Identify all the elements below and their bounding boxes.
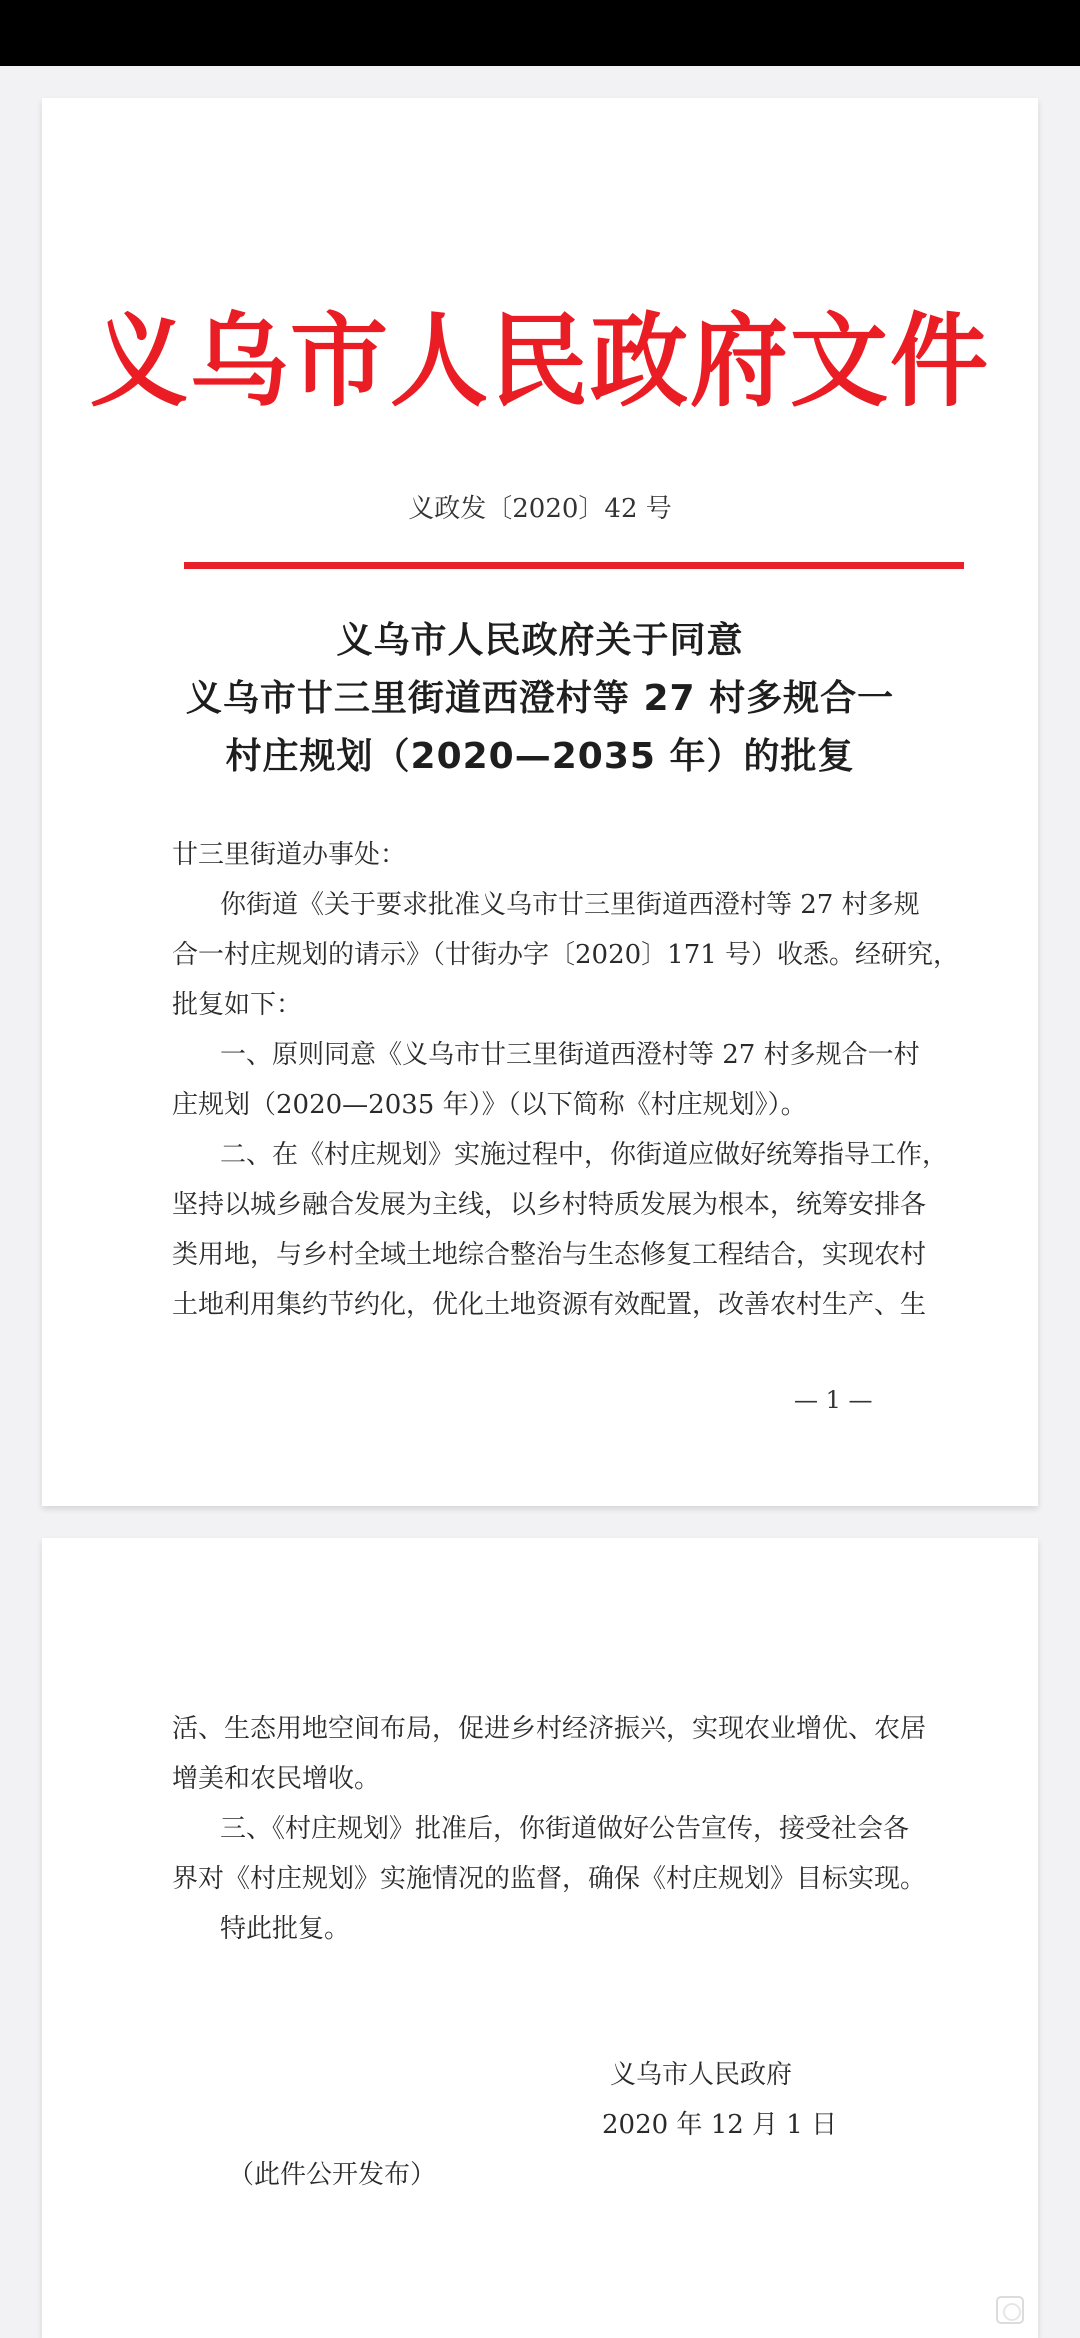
- body-paragraph-line: 批复如下：: [172, 990, 303, 1020]
- body-paragraph-line: 二、在《村庄规划》实施过程中，你街道应做好统筹指导工作，: [220, 1140, 949, 1170]
- document-header-title: 义乌市人民政府文件: [89, 302, 990, 422]
- status-bar: [0, 0, 1080, 66]
- body-paragraph-line: 一、原则同意《义乌市廿三里街道西澄村等 27 村多规合一村: [220, 1040, 920, 1070]
- page-number: — 1 —: [794, 1386, 873, 1414]
- watermark-icon: [996, 2296, 1024, 2324]
- body-paragraph-line: 活、生态用地空间布局，促进乡村经济振兴，实现农业增优、农居: [172, 1714, 927, 1744]
- document-page-2: [42, 1538, 1038, 2338]
- publication-note: （此件公开发布）: [228, 2160, 437, 2190]
- body-paragraph-line: 三、《村庄规划》批准后，你街道做好公告宣传，接受社会各: [220, 1814, 910, 1844]
- body-paragraph-line: 增美和农民增收。: [172, 1764, 381, 1794]
- body-paragraph-line: 你街道《关于要求批准义乌市廿三里街道西澄村等 27 村多规: [220, 890, 920, 920]
- document-number: 义政发〔2020〕42 号: [408, 494, 672, 524]
- document-page-1: [42, 98, 1038, 1506]
- body-paragraph-line: 坚持以城乡融合发展为主线，以乡村特质发展为根本，统筹安排各: [172, 1190, 927, 1220]
- red-divider-rule: [184, 562, 964, 569]
- body-paragraph-line: 合一村庄规划的请示》（廿街办字〔2020〕171 号）收悉。经研究，: [172, 940, 960, 970]
- document-title-line-1: 义乌市人民政府关于同意: [336, 620, 744, 661]
- document-title-line-3: 村庄规划（2020—2035 年）的批复: [225, 736, 855, 777]
- closing-phrase: 特此批复。: [220, 1914, 351, 1944]
- body-paragraph-line: 界对《村庄规划》实施情况的监督，确保《村庄规划》目标实现。: [172, 1864, 927, 1894]
- body-paragraph-line: 类用地，与乡村全域土地综合整治与生态修复工程结合，实现农村: [172, 1240, 927, 1270]
- body-paragraph-line: 庄规划（2020—2035 年）》（以下简称《村庄规划》）。: [172, 1090, 807, 1120]
- signature-issuer: 义乌市人民政府: [610, 2060, 793, 2090]
- body-paragraph-line: 土地利用集约节约化，优化土地资源有效配置，改善农村生产、生: [172, 1290, 927, 1320]
- signature-date: 2020 年 12 月 1 日: [602, 2110, 838, 2140]
- document-title-line-2: 义乌市廿三里街道西澄村等 27 村多规合一: [185, 678, 895, 719]
- addressee-line: 廿三里街道办事处：: [172, 840, 407, 870]
